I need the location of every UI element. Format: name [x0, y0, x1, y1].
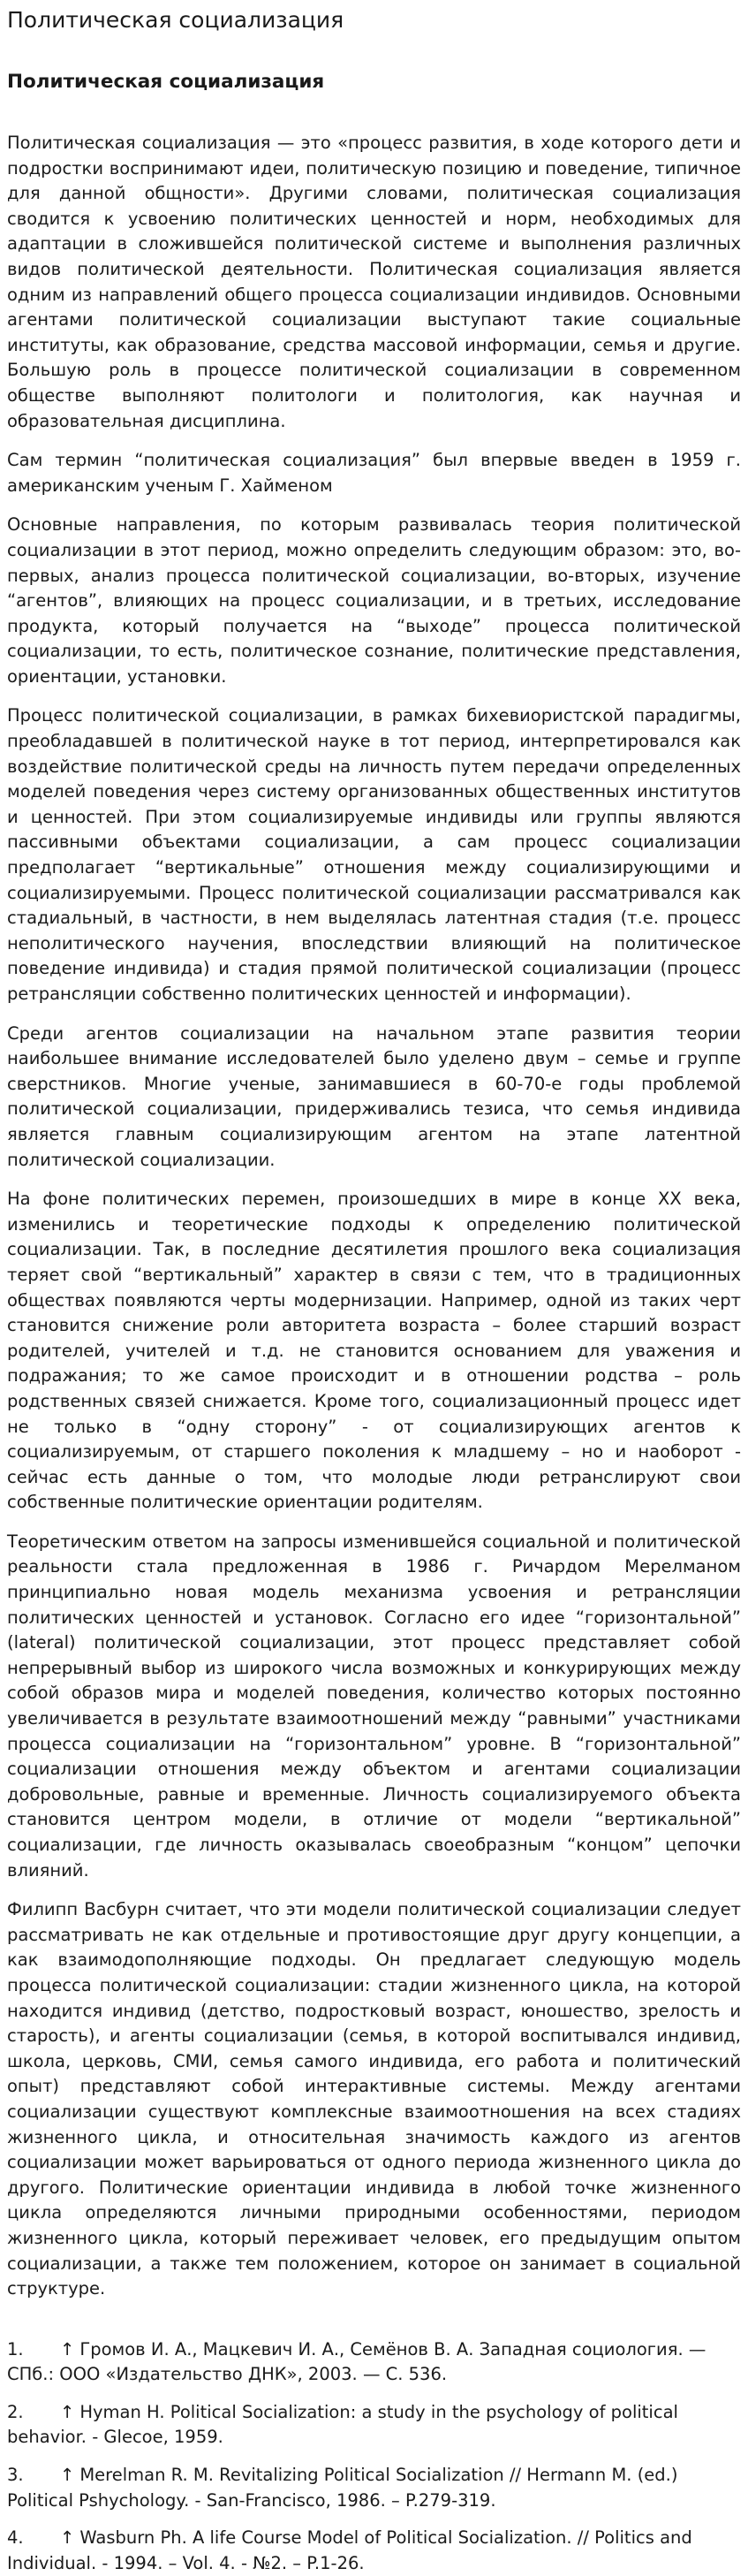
back-link-arrow-icon[interactable]: ↑ [60, 2338, 75, 2359]
paragraph: Сам термин “политическая социализация” был впервые введен в 1959 г. американским ученым Г. Хайменом [7, 450, 741, 496]
paragraph: Политическая социализация — это «процесс развития, в ходе которого дети и подростки воспринимают идеи, политическую позицию и поведение, типичное для данной общности». Другими словами, политическая социализация сводится к усвоению политических ценностей и норм, необходимых для адаптации в сложившейся политической системе и выполнения различных видов политической деятельности. Политическая социализация является одним из направлений общего процесса социализации индивидов. Основными агентами политической социализации выступают такие социальные институты, как образование, средства массовой информации, семья и другие. Большую роль в процессе политической социализации в современном обществе выполняют политологи и политология, как научная и образовательная дисциплина. [7, 133, 741, 431]
reference-item [7, 2463, 741, 2513]
reference-text: Merelman R. M. Revitalizing Political Socialization // Hermann M. (ed.) Political Pshychology. - San-Francisco, 1986. – P.279-319. [7, 2465, 678, 2511]
back-link-arrow-icon[interactable]: ↑ [60, 2465, 75, 2486]
reference-text: Wasburn Ph. A life Course Model of Political Socialization. // Politics and Individual. - 1994. – Vol. 4. - №2. – P.1-26. [7, 2527, 692, 2573]
paragraph: Процесс политической социализации, в рамках бихевиористской парадигмы, преобладавшей в политической науке в тот период, интерпретировался как воздействие политической среды на личность путем передачи определенных моделей поведения через систему организованных общественных институтов и ценностей. При этом социализируемые индивиды или группы являются пассивными объектами социализации, а сам процесс социализации предполагает “вертикальные” отношения между социализирующими и социализируемыми. Процесс политической социализации рассматривался как стадиальный, в частности, в нем выделялась латентная стадия (т.е. процесс неполитического научения, впоследствии влияющий на политическое поведение индивида) и стадия прямой политической социализации (процесс ретрансляции собственно политических ценностей и информации). [7, 705, 741, 1004]
paragraph: Основные направления, по которым развивалась теория политической социализации в этот период, можно определить следующим образом: это, во-первых, анализ процесса политической социализации, во-вторых, изучение “агентов”, влияющих на процесс социализации, и в третьих, исследование продукта, который получается на “выходе” процесса политической социализации, то есть, политическое сознание, политические представления, ориентации, установки. [7, 514, 741, 687]
reference-item [7, 2337, 741, 2388]
back-link-arrow-icon[interactable]: ↑ [60, 2527, 75, 2549]
references-list [7, 2337, 741, 2576]
paragraph: На фоне политических перемен, произошедших в мире в конце XX века, изменились и теоретические подходы к определению политической социализации. Так, в последние десятилетия прошлого века социализация теряет свой “вертикальный” характер в связи с тем, что в традиционных обществах появляются черты модернизации. Например, одной из таких черт становится снижение роли авторитета возраста – более старший возраст родителей, учителей и т.д. не становится основанием для уважения и подражания; то же самое происходит и в отношении родства – роль родственных связей снижается. Кроме того, социализационный процесс идет не только в “одну сторону” - от социализирующих агентов к социализируемым, от старшего поколения к младшему – но и наоборот - сейчас есть данные о том, что молодые люди ретранслируют свои собственные политические ориентации родителям. [7, 1189, 741, 1513]
page-title: Политическая социализация [7, 7, 344, 33]
article-heading: Политическая социализация [7, 71, 325, 93]
reference-item [7, 2400, 741, 2451]
paragraph: Филипп Васбурн считает, что эти модели политической социализации следует рассматривать не как отдельные и противостоящие друг другу концепции, а как взаимодополняющие подходы. Он предлагает следующую модель процесса политической социализации: стадии жизненного цикла, на которой находится индивид (детство, подростковый возраст, юношество, зрелость и старость), и агенты социализации (семья, в которой воспитывался индивид, школа, церковь, СМИ, семья самого индивида, его работа и политический опыт) представляют собой интерактивные системы. Между агентами социализации существуют комплексные взаимоотношения на всех стадиях жизненного цикла, и относительная значимость каждого из агентов социализации может варьироваться от одного периода жизненного цикла до другого. Политические ориентации индивида в любой точке жизненного цикла определяются личными природными особенностями, периодом жизненного цикла, который переживает человек, его предыдущим опытом социализации, а также тем положением, которое он занимает в социальной структуре. [7, 1899, 741, 2299]
back-link-arrow-icon[interactable]: ↑ [60, 2401, 75, 2422]
reference-text: Hyman H. Political Socialization: a study in the psychology of political behavior. - Glecoe, 1959. [7, 2401, 678, 2448]
reference-item [7, 2526, 741, 2576]
paragraph: Среди агентов социализации на начальном этапе развития теории наибольшее внимание исследователей было уделено двум – семье и группе сверстников. Многие ученые, занимавшиеся в 60-70-е годы проблемой политической социализации, придерживались тезиса, что семья индивида является главным социализирующим агентом на этапе латентной политической социализации. [7, 1022, 741, 1170]
reference-number: 2. [7, 2401, 24, 2422]
paragraph: Теоретическим ответом на запросы изменившейся социальной и политической реальности стала предложенная в 1986 г. Ричардом Мерелманом принципиально новая модель механизма усвоения и ретрансляции политических ценностей и установок. Согласно его идее “горизонтальной” (lateral) политической социализации, этот процесс представляет собой непрерывный выбор из широкого числа возможных и конкурирующих между собой образов мира и моделей поведения, количество которых постоянно увеличивается в результате взаимоотношений между “равными” участниками процесса социализации на “горизонтальном” уровне. В “горизонтальной” социализации отношения между объектом и агентами социализации добровольные, равные и временные. Личность социализируемого объекта становится центром модели, в отличие от модели “вертикальной” социализации, где личность оказывалась своеобразным “концом” цепочки влияний. [7, 1531, 741, 1881]
article-body [7, 131, 741, 2302]
reference-text: Громов И. А., Мацкевич И. А., Семёнов В. А. Западная социология. — СПб.: ООО «Издательство ДНК», 2003. — С. 536. [7, 2338, 706, 2385]
reference-number: 4. [7, 2527, 24, 2549]
reference-number: 1. [7, 2338, 24, 2359]
reference-number: 3. [7, 2465, 24, 2486]
